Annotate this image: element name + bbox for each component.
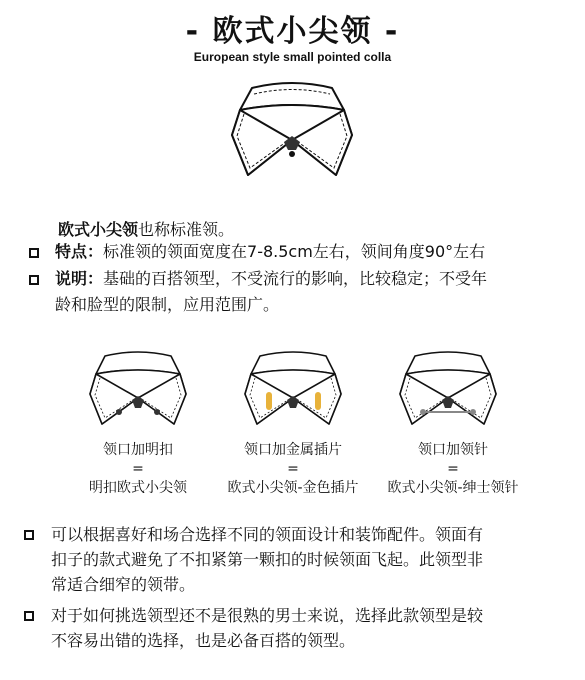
collar-illustration-icon xyxy=(222,80,362,185)
variant-caption-pin: 领口加领针 = 欧式小尖领-绅士领针 xyxy=(387,442,519,496)
checkbox-icon xyxy=(29,248,39,258)
checkbox-icon xyxy=(24,611,34,621)
note-paragraph-1: 可以根据喜好和场合选择不同的领面设计和装饰配件。领面有 扣子的款式避免了不扣紧第一颗扣的时候领面飞起。此领型非 常适合细窄的领带。 xyxy=(51,525,484,594)
feature-description: 说明：基础的百搭领型，不受流行的影响，比较稳定；不受年 xyxy=(55,269,488,288)
collar-pin-icon xyxy=(393,350,503,430)
checkbox-icon xyxy=(24,530,34,540)
note-paragraph-2: 对于如何挑选领型还不是很熟的男士来说，选择此款领型是较 不容易出错的选择，也是必备百搭的领型。 xyxy=(51,606,484,650)
checkbox-icon xyxy=(29,275,39,285)
page-title: - 欧式小尖领 - xyxy=(185,14,400,49)
variant-caption-button: 领口加明扣 = 明扣欧式小尖领 xyxy=(89,442,187,496)
variant-caption-gold-insert: 领口加金属插片 = 欧式小尖领-金色插片 xyxy=(227,442,359,496)
intro-text: 欧式小尖领也称标准领。 xyxy=(58,220,235,239)
collar-gold-insert-icon xyxy=(238,350,348,430)
feature-description-cont: 龄和脸型的限制，应用范围广。 xyxy=(55,295,280,314)
page-subtitle: European style small pointed colla xyxy=(193,50,392,64)
collar-button-icon xyxy=(83,350,193,430)
feature-characteristics: 特点：标准领的领面宽度在7-8.5cm左右，领间角度90°左右 xyxy=(55,242,486,261)
